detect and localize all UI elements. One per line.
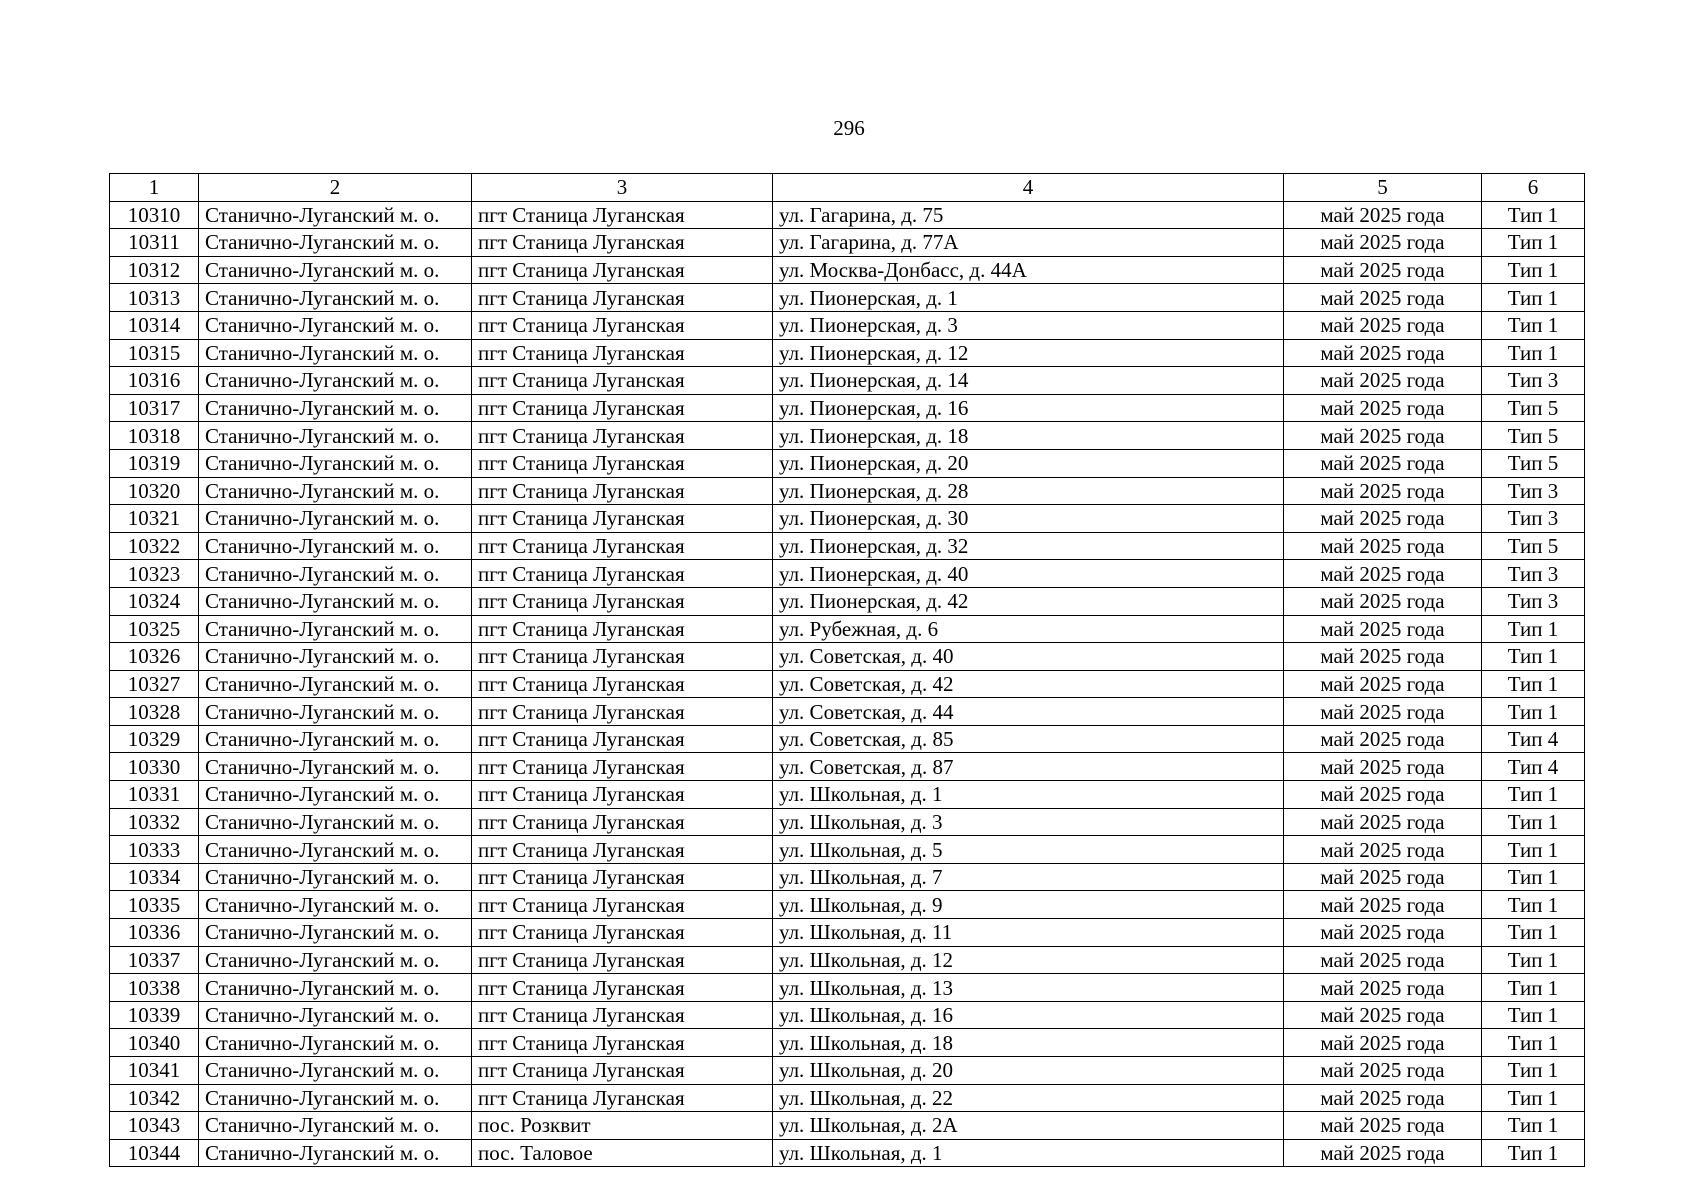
- cell-record-number: 10326: [110, 643, 199, 671]
- cell-address: ул. Пионерская, д. 32: [773, 532, 1284, 560]
- cell-record-number: 10329: [110, 725, 199, 753]
- cell-address: ул. Пионерская, д. 12: [773, 339, 1284, 367]
- cell-deadline: май 2025 года: [1284, 284, 1482, 312]
- cell-record-number: 10320: [110, 477, 199, 505]
- cell-settlement: пгт Станица Луганская: [472, 587, 773, 615]
- cell-settlement: пгт Станица Луганская: [472, 532, 773, 560]
- header-col-6: 6: [1482, 174, 1585, 202]
- cell-record-number: 10344: [110, 1139, 199, 1167]
- cell-type: Тип 1: [1482, 1139, 1585, 1167]
- cell-address: ул. Школьная, д. 1: [773, 781, 1284, 809]
- table-header: [110, 174, 1585, 202]
- cell-type: Тип 1: [1482, 284, 1585, 312]
- cell-type: Тип 1: [1482, 863, 1585, 891]
- cell-type: Тип 5: [1482, 449, 1585, 477]
- cell-address: ул. Школьная, д. 22: [773, 1084, 1284, 1112]
- cell-settlement: пгт Станица Луганская: [472, 367, 773, 395]
- cell-type: Тип 1: [1482, 1001, 1585, 1029]
- cell-deadline: май 2025 года: [1284, 339, 1482, 367]
- cell-settlement: пгт Станица Луганская: [472, 201, 773, 229]
- cell-type: Тип 1: [1482, 339, 1585, 367]
- table-row: [110, 725, 1585, 753]
- header-col-5: 5: [1284, 174, 1482, 202]
- cell-type: Тип 1: [1482, 1112, 1585, 1140]
- cell-record-number: 10332: [110, 808, 199, 836]
- table-row: [110, 1084, 1585, 1112]
- cell-address: ул. Пионерская, д. 40: [773, 560, 1284, 588]
- cell-settlement: пгт Станица Луганская: [472, 229, 773, 257]
- cell-municipality: Станично-Луганский м. о.: [199, 1139, 472, 1167]
- cell-settlement: пгт Станица Луганская: [472, 781, 773, 809]
- cell-deadline: май 2025 года: [1284, 256, 1482, 284]
- cell-settlement: пгт Станица Луганская: [472, 946, 773, 974]
- cell-record-number: 10313: [110, 284, 199, 312]
- cell-address: ул. Пионерская, д. 20: [773, 449, 1284, 477]
- cell-municipality: Станично-Луганский м. о.: [199, 394, 472, 422]
- table-row: [110, 781, 1585, 809]
- table-row: [110, 698, 1585, 726]
- table-row: [110, 946, 1585, 974]
- cell-record-number: 10325: [110, 615, 199, 643]
- cell-type: Тип 1: [1482, 781, 1585, 809]
- cell-deadline: май 2025 года: [1284, 725, 1482, 753]
- cell-settlement: пгт Станица Луганская: [472, 560, 773, 588]
- cell-deadline: май 2025 года: [1284, 836, 1482, 864]
- cell-municipality: Станично-Луганский м. о.: [199, 919, 472, 947]
- header-col-4: 4: [773, 174, 1284, 202]
- page-number: 296: [833, 116, 865, 140]
- cell-type: Тип 1: [1482, 1084, 1585, 1112]
- cell-settlement: пгт Станица Луганская: [472, 422, 773, 450]
- cell-deadline: май 2025 года: [1284, 201, 1482, 229]
- cell-record-number: 10342: [110, 1084, 199, 1112]
- cell-municipality: Станично-Луганский м. о.: [199, 808, 472, 836]
- cell-municipality: Станично-Луганский м. о.: [199, 284, 472, 312]
- cell-address: ул. Советская, д. 40: [773, 643, 1284, 671]
- cell-municipality: Станично-Луганский м. о.: [199, 311, 472, 339]
- cell-settlement: пгт Станица Луганская: [472, 1057, 773, 1085]
- cell-municipality: Станично-Луганский м. о.: [199, 477, 472, 505]
- table-row: [110, 643, 1585, 671]
- cell-municipality: Станично-Луганский м. о.: [199, 1112, 472, 1140]
- header-col-2: 2: [199, 174, 472, 202]
- cell-deadline: май 2025 года: [1284, 919, 1482, 947]
- cell-type: Тип 5: [1482, 422, 1585, 450]
- cell-record-number: 10337: [110, 946, 199, 974]
- cell-settlement: пгт Станица Луганская: [472, 808, 773, 836]
- cell-settlement: пгт Станица Луганская: [472, 974, 773, 1002]
- cell-record-number: 10340: [110, 1029, 199, 1057]
- cell-settlement: пгт Станица Луганская: [472, 836, 773, 864]
- table-row: [110, 532, 1585, 560]
- table-row: [110, 1057, 1585, 1085]
- cell-record-number: 10336: [110, 919, 199, 947]
- header-col-3: 3: [472, 174, 773, 202]
- cell-deadline: май 2025 года: [1284, 974, 1482, 1002]
- cell-settlement: пгт Станица Луганская: [472, 477, 773, 505]
- cell-municipality: Станично-Луганский м. о.: [199, 587, 472, 615]
- cell-address: ул. Рубежная, д. 6: [773, 615, 1284, 643]
- cell-deadline: май 2025 года: [1284, 808, 1482, 836]
- cell-deadline: май 2025 года: [1284, 670, 1482, 698]
- cell-address: ул. Школьная, д. 7: [773, 863, 1284, 891]
- cell-settlement: пгт Станица Луганская: [472, 394, 773, 422]
- cell-deadline: май 2025 года: [1284, 863, 1482, 891]
- cell-settlement: пгт Станица Луганская: [472, 339, 773, 367]
- cell-municipality: Станично-Луганский м. о.: [199, 946, 472, 974]
- cell-deadline: май 2025 года: [1284, 311, 1482, 339]
- cell-type: Тип 1: [1482, 229, 1585, 257]
- cell-settlement: пгт Станица Луганская: [472, 1029, 773, 1057]
- cell-settlement: пгт Станица Луганская: [472, 284, 773, 312]
- cell-address: ул. Советская, д. 44: [773, 698, 1284, 726]
- cell-deadline: май 2025 года: [1284, 946, 1482, 974]
- header-row: [110, 174, 1585, 202]
- cell-address: ул. Школьная, д. 20: [773, 1057, 1284, 1085]
- cell-record-number: 10328: [110, 698, 199, 726]
- cell-record-number: 10319: [110, 449, 199, 477]
- cell-type: Тип 1: [1482, 919, 1585, 947]
- cell-municipality: Станично-Луганский м. о.: [199, 753, 472, 781]
- cell-settlement: пгт Станица Луганская: [472, 698, 773, 726]
- cell-type: Тип 4: [1482, 753, 1585, 781]
- cell-municipality: Станично-Луганский м. о.: [199, 201, 472, 229]
- cell-record-number: 10334: [110, 863, 199, 891]
- cell-deadline: май 2025 года: [1284, 1057, 1482, 1085]
- cell-deadline: май 2025 года: [1284, 505, 1482, 533]
- cell-address: ул. Советская, д. 87: [773, 753, 1284, 781]
- cell-record-number: 10322: [110, 532, 199, 560]
- table-row: [110, 1112, 1585, 1140]
- cell-address: ул. Школьная, д. 16: [773, 1001, 1284, 1029]
- cell-address: ул. Москва-Донбасс, д. 44А: [773, 256, 1284, 284]
- cell-record-number: 10323: [110, 560, 199, 588]
- cell-record-number: 10311: [110, 229, 199, 257]
- cell-deadline: май 2025 года: [1284, 1029, 1482, 1057]
- cell-municipality: Станично-Луганский м. о.: [199, 505, 472, 533]
- cell-settlement: пгт Станица Луганская: [472, 505, 773, 533]
- cell-record-number: 10341: [110, 1057, 199, 1085]
- cell-type: Тип 3: [1482, 505, 1585, 533]
- cell-type: Тип 1: [1482, 256, 1585, 284]
- cell-record-number: 10312: [110, 256, 199, 284]
- cell-deadline: май 2025 года: [1284, 532, 1482, 560]
- cell-record-number: 10335: [110, 891, 199, 919]
- cell-address: ул. Школьная, д. 2А: [773, 1112, 1284, 1140]
- cell-record-number: 10327: [110, 670, 199, 698]
- cell-type: Тип 1: [1482, 311, 1585, 339]
- cell-municipality: Станично-Луганский м. о.: [199, 560, 472, 588]
- cell-deadline: май 2025 года: [1284, 1084, 1482, 1112]
- cell-record-number: 10316: [110, 367, 199, 395]
- table-row: [110, 974, 1585, 1002]
- cell-settlement: пгт Станица Луганская: [472, 1084, 773, 1112]
- cell-address: ул. Пионерская, д. 3: [773, 311, 1284, 339]
- cell-type: Тип 1: [1482, 946, 1585, 974]
- cell-type: Тип 5: [1482, 394, 1585, 422]
- cell-deadline: май 2025 года: [1284, 394, 1482, 422]
- cell-deadline: май 2025 года: [1284, 753, 1482, 781]
- cell-deadline: май 2025 года: [1284, 1112, 1482, 1140]
- cell-address: ул. Пионерская, д. 28: [773, 477, 1284, 505]
- cell-record-number: 10338: [110, 974, 199, 1002]
- cell-record-number: 10324: [110, 587, 199, 615]
- cell-municipality: Станично-Луганский м. о.: [199, 781, 472, 809]
- cell-address: ул. Пионерская, д. 18: [773, 422, 1284, 450]
- table-row: [110, 505, 1585, 533]
- cell-deadline: май 2025 года: [1284, 615, 1482, 643]
- cell-record-number: 10339: [110, 1001, 199, 1029]
- cell-address: ул. Пионерская, д. 42: [773, 587, 1284, 615]
- cell-type: Тип 3: [1482, 560, 1585, 588]
- cell-municipality: Станично-Луганский м. о.: [199, 449, 472, 477]
- cell-address: ул. Школьная, д. 5: [773, 836, 1284, 864]
- table-row: [110, 670, 1585, 698]
- cell-type: Тип 1: [1482, 615, 1585, 643]
- cell-deadline: май 2025 года: [1284, 698, 1482, 726]
- table-row: [110, 836, 1585, 864]
- cell-record-number: 10317: [110, 394, 199, 422]
- cell-record-number: 10330: [110, 753, 199, 781]
- cell-settlement: пос. Таловое: [472, 1139, 773, 1167]
- table-row: [110, 339, 1585, 367]
- cell-settlement: пгт Станица Луганская: [472, 615, 773, 643]
- cell-municipality: Станично-Луганский м. о.: [199, 698, 472, 726]
- cell-municipality: Станично-Луганский м. о.: [199, 339, 472, 367]
- cell-settlement: пгт Станица Луганская: [472, 449, 773, 477]
- registry-table: [109, 173, 1585, 1167]
- table-row: [110, 587, 1585, 615]
- cell-municipality: Станично-Луганский м. о.: [199, 1057, 472, 1085]
- cell-settlement: пгт Станица Луганская: [472, 643, 773, 671]
- cell-deadline: май 2025 года: [1284, 1139, 1482, 1167]
- cell-settlement: пгт Станица Луганская: [472, 863, 773, 891]
- cell-settlement: пгт Станица Луганская: [472, 725, 773, 753]
- table-row: [110, 477, 1585, 505]
- cell-municipality: Станично-Луганский м. о.: [199, 615, 472, 643]
- cell-record-number: 10343: [110, 1112, 199, 1140]
- cell-address: ул. Школьная, д. 11: [773, 919, 1284, 947]
- cell-municipality: Станично-Луганский м. о.: [199, 1084, 472, 1112]
- cell-municipality: Станично-Луганский м. о.: [199, 532, 472, 560]
- table-row: [110, 615, 1585, 643]
- cell-type: Тип 3: [1482, 367, 1585, 395]
- cell-municipality: Станично-Луганский м. о.: [199, 1029, 472, 1057]
- cell-municipality: Станично-Луганский м. о.: [199, 725, 472, 753]
- table-row: [110, 1001, 1585, 1029]
- cell-municipality: Станично-Луганский м. о.: [199, 367, 472, 395]
- table-row: [110, 284, 1585, 312]
- cell-type: Тип 1: [1482, 670, 1585, 698]
- cell-municipality: Станично-Луганский м. о.: [199, 863, 472, 891]
- cell-address: ул. Школьная, д. 18: [773, 1029, 1284, 1057]
- cell-deadline: май 2025 года: [1284, 560, 1482, 588]
- cell-municipality: Станично-Луганский м. о.: [199, 256, 472, 284]
- table-row: [110, 201, 1585, 229]
- cell-type: Тип 1: [1482, 836, 1585, 864]
- cell-deadline: май 2025 года: [1284, 229, 1482, 257]
- cell-municipality: Станично-Луганский м. о.: [199, 643, 472, 671]
- cell-address: ул. Пионерская, д. 1: [773, 284, 1284, 312]
- table-row: [110, 919, 1585, 947]
- cell-deadline: май 2025 года: [1284, 449, 1482, 477]
- cell-deadline: май 2025 года: [1284, 587, 1482, 615]
- cell-municipality: Станично-Луганский м. о.: [199, 422, 472, 450]
- header-col-1: 1: [110, 174, 199, 202]
- cell-address: ул. Школьная, д. 12: [773, 946, 1284, 974]
- cell-municipality: Станично-Луганский м. о.: [199, 1001, 472, 1029]
- cell-address: ул. Советская, д. 42: [773, 670, 1284, 698]
- cell-type: Тип 1: [1482, 1057, 1585, 1085]
- cell-deadline: май 2025 года: [1284, 367, 1482, 395]
- cell-municipality: Станично-Луганский м. о.: [199, 891, 472, 919]
- cell-deadline: май 2025 года: [1284, 781, 1482, 809]
- cell-record-number: 10321: [110, 505, 199, 533]
- cell-municipality: Станично-Луганский м. о.: [199, 229, 472, 257]
- cell-type: Тип 1: [1482, 974, 1585, 1002]
- table-row: [110, 394, 1585, 422]
- cell-address: ул. Школьная, д. 9: [773, 891, 1284, 919]
- cell-municipality: Станично-Луганский м. о.: [199, 670, 472, 698]
- cell-address: ул. Пионерская, д. 30: [773, 505, 1284, 533]
- cell-type: Тип 3: [1482, 477, 1585, 505]
- cell-type: Тип 5: [1482, 532, 1585, 560]
- cell-settlement: пгт Станица Луганская: [472, 311, 773, 339]
- cell-deadline: май 2025 года: [1284, 643, 1482, 671]
- cell-address: ул. Советская, д. 85: [773, 725, 1284, 753]
- table-row: [110, 256, 1585, 284]
- cell-record-number: 10331: [110, 781, 199, 809]
- cell-municipality: Станично-Луганский м. о.: [199, 836, 472, 864]
- cell-address: ул. Гагарина, д. 75: [773, 201, 1284, 229]
- cell-address: ул. Пионерская, д. 14: [773, 367, 1284, 395]
- table-row: [110, 808, 1585, 836]
- cell-settlement: пгт Станица Луганская: [472, 753, 773, 781]
- cell-record-number: 10333: [110, 836, 199, 864]
- table-row: [110, 422, 1585, 450]
- cell-type: Тип 3: [1482, 587, 1585, 615]
- cell-settlement: пгт Станица Луганская: [472, 256, 773, 284]
- cell-settlement: пгт Станица Луганская: [472, 670, 773, 698]
- table-row: [110, 1139, 1585, 1167]
- cell-type: Тип 1: [1482, 891, 1585, 919]
- cell-address: ул. Школьная, д. 1: [773, 1139, 1284, 1167]
- table-row: [110, 229, 1585, 257]
- cell-type: Тип 1: [1482, 643, 1585, 671]
- table-row: [110, 753, 1585, 781]
- table-row: [110, 1029, 1585, 1057]
- table-row: [110, 891, 1585, 919]
- cell-record-number: 10318: [110, 422, 199, 450]
- table-row: [110, 311, 1585, 339]
- cell-type: Тип 1: [1482, 808, 1585, 836]
- cell-address: ул. Пионерская, д. 16: [773, 394, 1284, 422]
- cell-address: ул. Гагарина, д. 77А: [773, 229, 1284, 257]
- cell-municipality: Станично-Луганский м. о.: [199, 974, 472, 1002]
- cell-settlement: пгт Станица Луганская: [472, 1001, 773, 1029]
- cell-type: Тип 1: [1482, 1029, 1585, 1057]
- cell-record-number: 10314: [110, 311, 199, 339]
- table-row: [110, 863, 1585, 891]
- cell-record-number: 10310: [110, 201, 199, 229]
- cell-deadline: май 2025 года: [1284, 891, 1482, 919]
- table-row: [110, 560, 1585, 588]
- cell-address: ул. Школьная, д. 3: [773, 808, 1284, 836]
- table-row: [110, 449, 1585, 477]
- cell-settlement: пос. Розквит: [472, 1112, 773, 1140]
- cell-deadline: май 2025 года: [1284, 477, 1482, 505]
- table-row: [110, 367, 1585, 395]
- cell-deadline: май 2025 года: [1284, 422, 1482, 450]
- cell-type: Тип 4: [1482, 725, 1585, 753]
- cell-address: ул. Школьная, д. 13: [773, 974, 1284, 1002]
- cell-settlement: пгт Станица Луганская: [472, 919, 773, 947]
- table-body: [110, 201, 1585, 1167]
- cell-settlement: пгт Станица Луганская: [472, 891, 773, 919]
- cell-type: Тип 1: [1482, 201, 1585, 229]
- cell-record-number: 10315: [110, 339, 199, 367]
- cell-type: Тип 1: [1482, 698, 1585, 726]
- cell-deadline: май 2025 года: [1284, 1001, 1482, 1029]
